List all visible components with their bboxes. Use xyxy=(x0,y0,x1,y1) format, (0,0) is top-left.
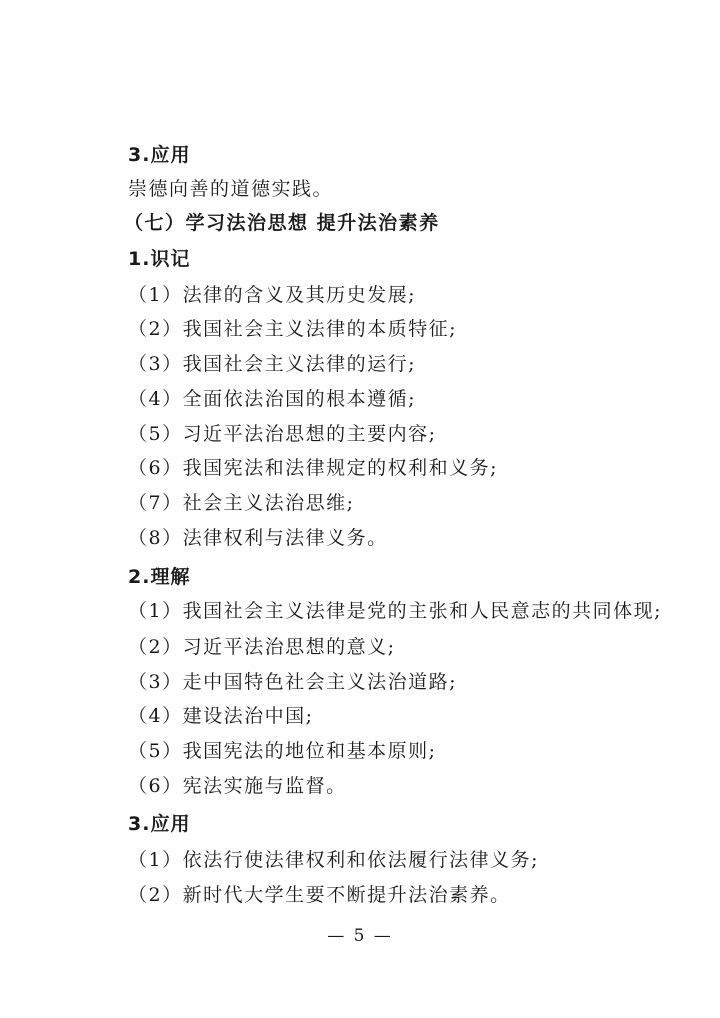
list-item: （5）习近平法治思想的主要内容; xyxy=(128,423,437,445)
list-item: （3）走中国特色社会主义法治道路; xyxy=(128,671,457,693)
list-item: （2）我国社会主义法律的本质特征; xyxy=(128,318,457,340)
list-item: （1）法律的含义及其历史发展; xyxy=(128,284,416,306)
list-item: （7）社会主义法治思维; xyxy=(128,492,355,514)
chapter-heading-7: （七）学习法治思想 提升法治素养 xyxy=(124,212,440,234)
list-item: （4）建设法治中国; xyxy=(128,705,314,727)
list-item: （1）我国社会主义法律是党的主张和人民意志的共同体现; xyxy=(128,600,662,622)
list-item: （4）全面依法治国的根本遵循; xyxy=(128,388,416,410)
section-heading-apply-1: 3.应用 xyxy=(128,144,191,166)
page-number: — 5 — xyxy=(327,926,393,946)
list-item: （8）法律权利与法律义务。 xyxy=(128,527,388,549)
section-heading-understand: 2.理解 xyxy=(128,566,191,588)
section-heading-apply-2: 3.应用 xyxy=(128,813,191,835)
section-heading-memorize: 1.识记 xyxy=(128,248,191,270)
list-item: （5）我国宪法的地位和基本原则; xyxy=(128,740,437,762)
list-item: （2）习近平法治思想的意义; xyxy=(128,636,396,658)
list-item: （6）宪法实施与监督。 xyxy=(128,775,347,797)
list-item: （3）我国社会主义法律的运行; xyxy=(128,353,416,375)
body-line: 崇德向善的道德实践。 xyxy=(128,178,334,200)
list-item: （2）新时代大学生要不断提升法治素养。 xyxy=(128,884,511,906)
list-item: （1）依法行使法律权利和依法履行法律义务; xyxy=(128,849,539,871)
list-item: （6）我国宪法和法律规定的权利和义务; xyxy=(128,457,498,479)
